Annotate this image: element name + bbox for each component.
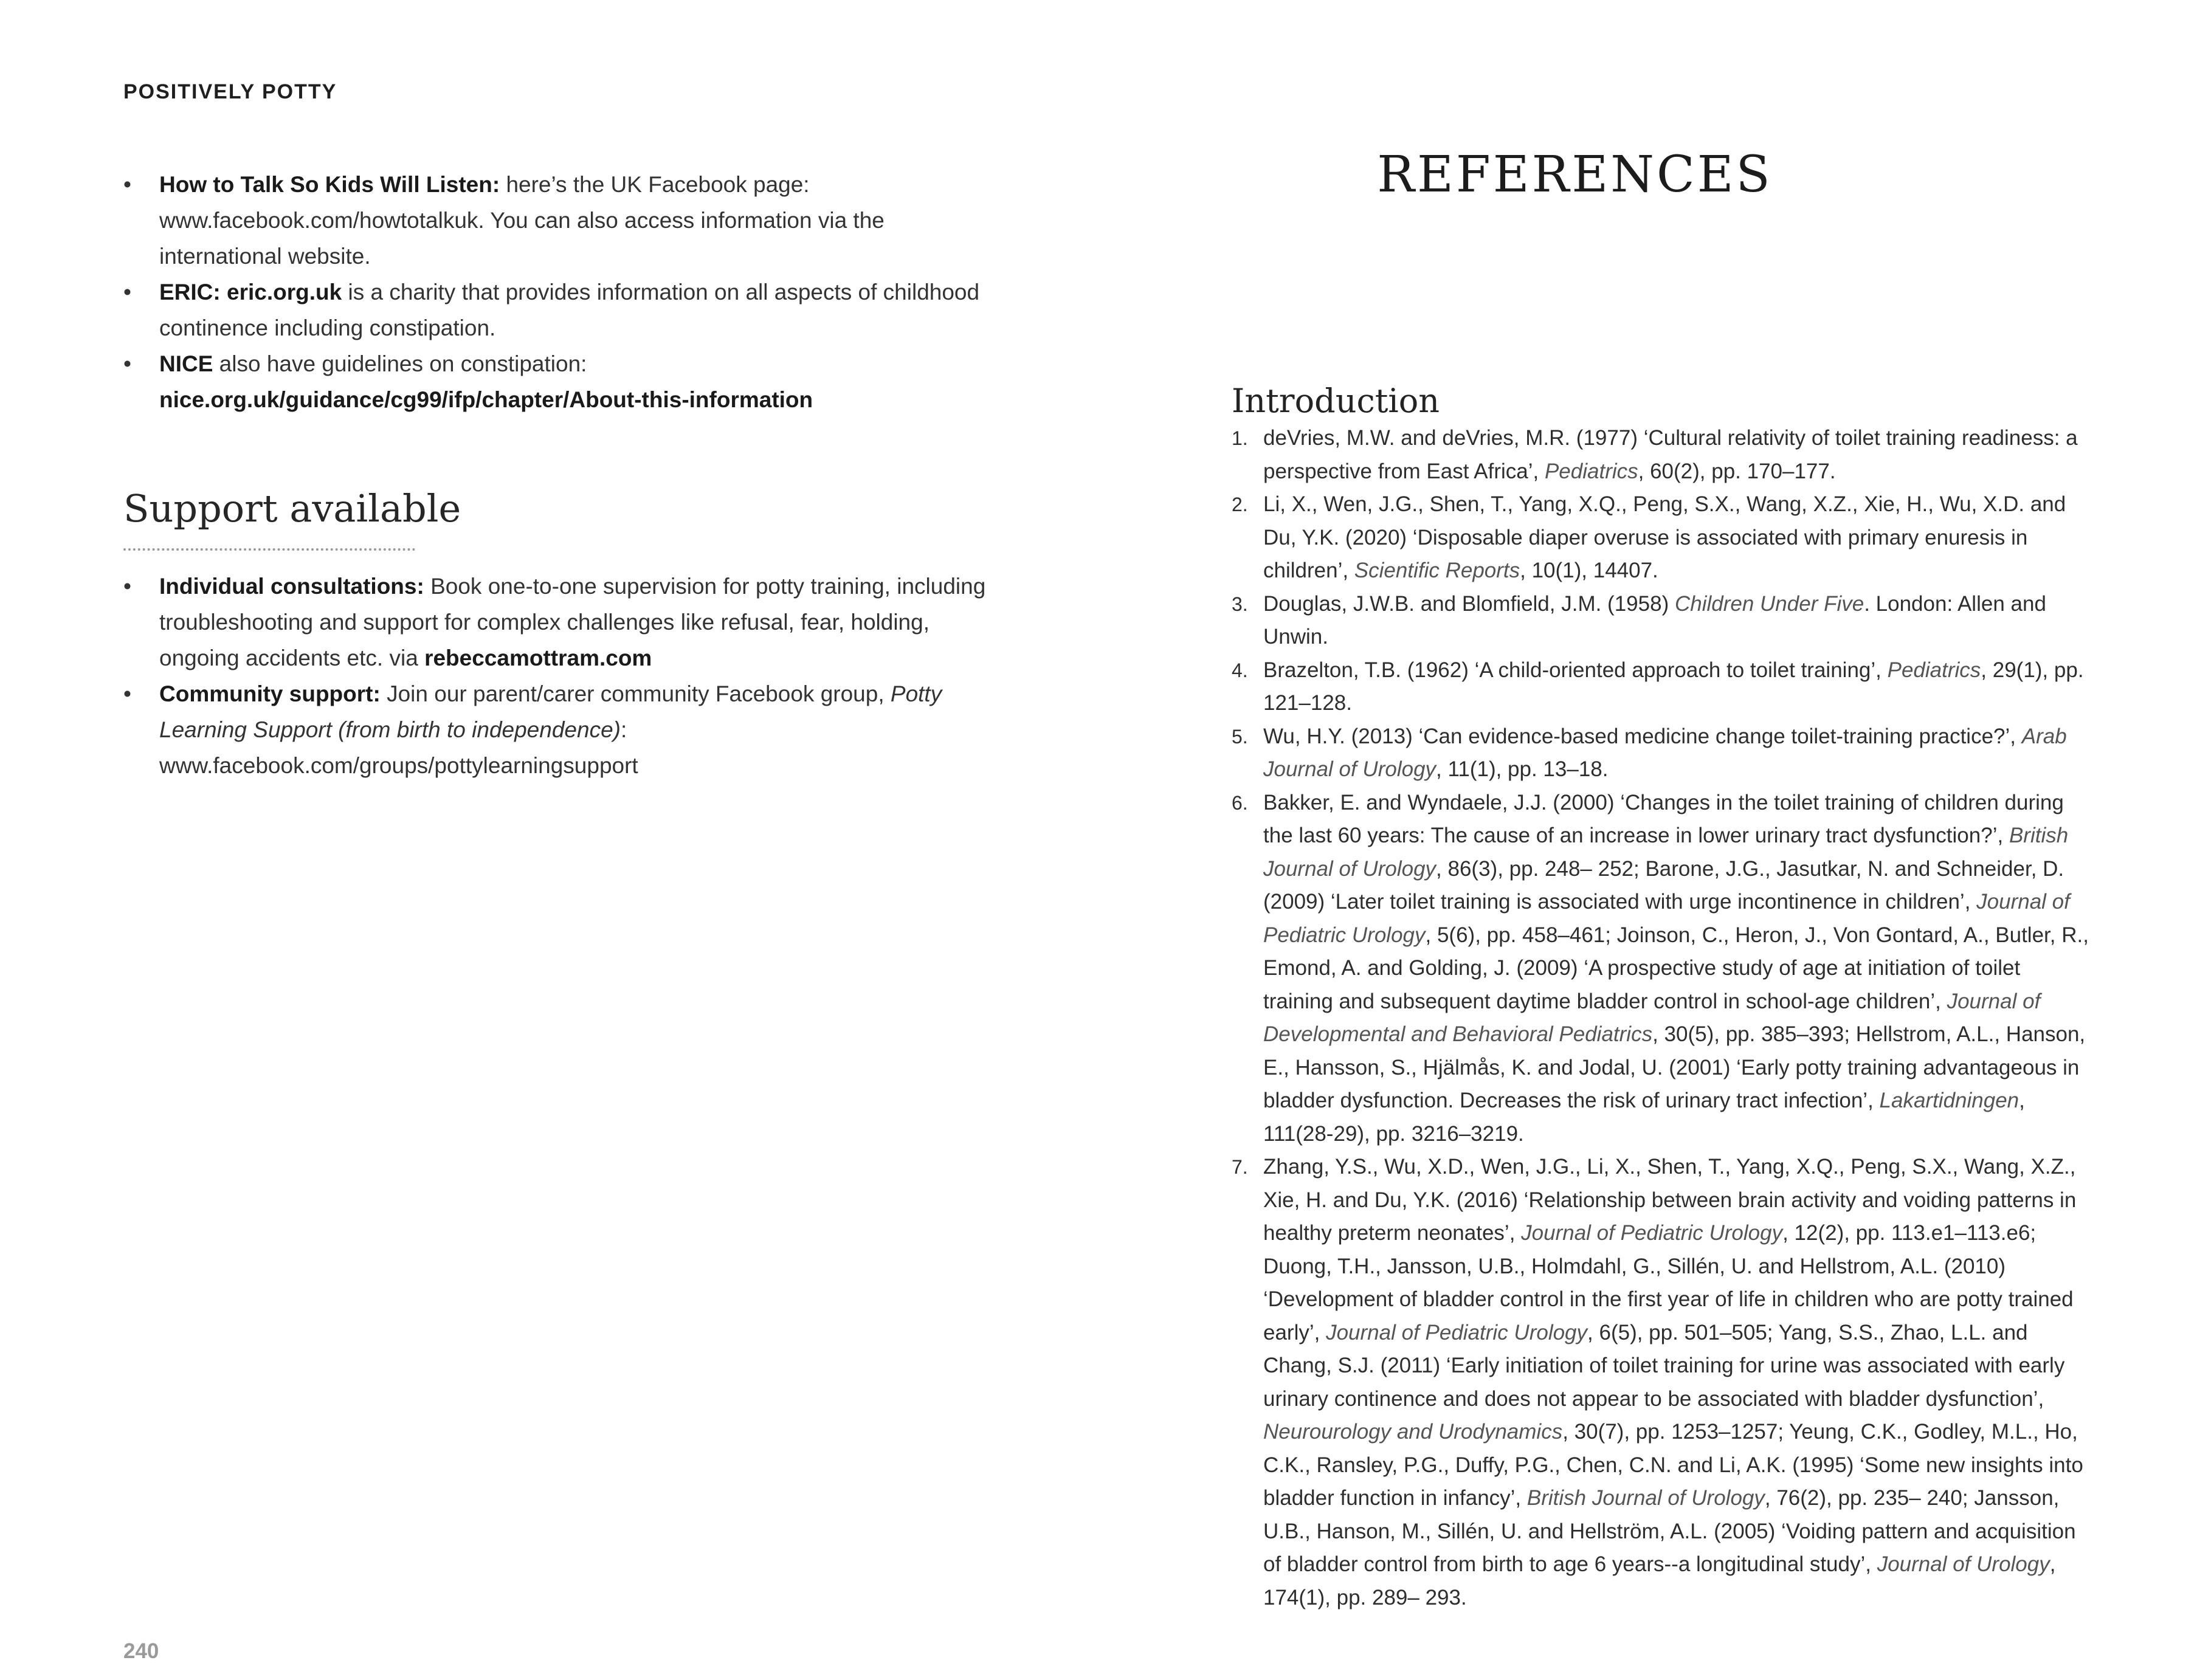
reference-text: , 60(2), pp. 170–177.: [1638, 459, 1836, 483]
resource-text: here’s the UK Facebook page: www.facebook.com/howtotalkuk. You can also access information via the international website.: [159, 172, 885, 269]
bullet-icon: •: [123, 351, 131, 376]
reference-text: , 10(1), 14407.: [1520, 559, 1658, 582]
reference-text: , 174(1), pp. 289– 293.: [1263, 1552, 2056, 1609]
reference-source: Arab Journal of Urology: [1263, 724, 2067, 781]
reference-number: 2.: [1232, 494, 1248, 515]
list-item: [123, 167, 987, 274]
dotted-divider: [123, 548, 415, 551]
list-item: [123, 568, 987, 676]
reference-text: Zhang, Y.S., Wu, X.D., Wen, J.G., Li, X., Shen, T., Yang, X.Q., Peng, S.X., Wang, X.Z., Xie, H. and Du, Y.K. (2016) ‘Relationship between brain activity and voiding patterns in healthy preterm neonates’,: [1263, 1155, 2077, 1245]
support-heading: Support available: [123, 486, 461, 531]
reference-text: deVries, M.W. and deVries, M.R. (1977) ‘Cultural relativity of toilet training readiness: a perspective from East Africa’,: [1263, 426, 2078, 483]
reference-source: Journal of Pediatric Urology: [1263, 890, 2070, 947]
reference-item: [1232, 787, 2095, 1151]
reference-text: , 30(7), pp. 1253–1257; Yeung, C.K., Godley, M.L., Ho, C.K., Ransley, P.G., Duffy, P.G., Chen, C.N. and Li, A.K. (1995) ‘Some new insights into bladder function in infancy’,: [1263, 1420, 2083, 1510]
reference-text: , 12(2), pp. 113.e1–113.e6; Duong, T.H., Jansson, U.B., Holmdahl, G., Sillén, U. and Hellstrom, A.L. (2010) ‘Development of bladder control in the first year of life in children who are potty trained early’,: [1263, 1221, 2074, 1344]
reference-number: 7.: [1232, 1156, 1248, 1178]
reference-text: , 29(1), pp. 121–128.: [1263, 658, 2084, 715]
resource-name: NICE: [159, 351, 213, 376]
reference-text: , 11(1), pp. 13–18.: [1436, 757, 1609, 781]
reference-item: [1232, 720, 2095, 787]
support-name: Community support:: [159, 681, 381, 706]
support-text: Book one-to-one supervision for potty training, including troubleshooting and support for complex challenges like refusal, fear, holding, ongoing accidents etc. via: [159, 574, 986, 670]
reference-number: 5.: [1232, 725, 1248, 748]
reference-text: Bakker, E. and Wyndaele, J.J. (2000) ‘Changes in the toilet training of children during the last 60 years: The cause of an increase in lower urinary tract dysfunction?’,: [1263, 790, 2064, 847]
reference-item: [1232, 588, 2095, 654]
resource-link: nice.org.uk/guidance/cg99/ifp/chapter/About-this-information: [159, 387, 813, 412]
right-page: [1098, 0, 2197, 1680]
resource-text: also have guidelines on constipation:: [213, 351, 587, 376]
reference-source: Pediatrics: [1544, 459, 1638, 483]
reference-source: Neurourology and Urodynamics: [1263, 1420, 1563, 1444]
reference-text: , 6(5), pp. 501–505; Yang, S.S., Zhao, L.L. and Chang, S.J. (2011) ‘Early initiation of toilet training for urine was associated with early urinary continence and does not appear to be associated with bladder dysfunction’,: [1263, 1320, 2065, 1411]
reference-source: Journal of Pediatric Urology: [1521, 1221, 1783, 1245]
reference-number: 6.: [1232, 791, 1248, 814]
chapter-title: [1098, 146, 2197, 204]
reference-item: [1232, 1151, 2095, 1614]
resources-list: [123, 167, 987, 418]
reference-item: [1232, 422, 2095, 488]
reference-item: [1232, 488, 2095, 588]
bullet-icon: •: [123, 280, 131, 305]
reference-text: , 76(2), pp. 235– 240; Jansson, U.B., Hanson, M., Sillén, U. and Hellström, A.L. (2005) ‘Voiding pattern and acquisition of bladder control from birth to age 6 years--a longitudinal study’,: [1263, 1486, 2076, 1576]
reference-source: Children Under Five: [1674, 591, 1864, 616]
reference-text: Brazelton, T.B. (1962) ‘A child-oriented approach to toilet training’,: [1263, 658, 1888, 682]
support-url: : www.facebook.com/groups/pottylearningsupport: [159, 717, 638, 778]
reference-text: , 111(28-29), pp. 3216–3219.: [1263, 1089, 2025, 1146]
page-number: 240: [123, 1639, 159, 1663]
reference-source: Pediatrics: [1887, 658, 1981, 682]
section-title: Introduction: [1232, 382, 1440, 420]
reference-text: . London: Allen and Unwin.: [1263, 591, 2046, 649]
reference-source: Scientific Reports: [1354, 559, 1520, 582]
reference-source: Lakartidningen: [1879, 1089, 2019, 1112]
support-text: Join our parent/carer community Facebook group,: [380, 681, 891, 706]
resource-name: How to Talk So Kids Will Listen:: [159, 172, 500, 197]
chapter-title-text: REFERENCES: [1377, 146, 1773, 204]
reference-number: 3.: [1232, 593, 1248, 615]
reference-text: , 5(6), pp. 458–461; Joinson, C., Heron, J., Von Gontard, A., Butler, R., Emond, A. and Golding, J. (2009) ‘A prospective study of age at initiation of toilet training and subsequent daytime bladder control in school-age children’,: [1263, 923, 2089, 1013]
bullet-icon: •: [123, 681, 131, 706]
reference-number: 4.: [1232, 659, 1248, 681]
group-name: Potty Learning Support (from birth to independence): [159, 681, 942, 742]
reference-text: Douglas, J.W.B. and Blomfield, J.M. (1958): [1263, 591, 1675, 616]
list-item: [123, 274, 987, 346]
resource-text: is a charity that provides information on all aspects of childhood continence including constipation.: [159, 280, 980, 340]
support-name: Individual consultations:: [159, 574, 424, 599]
reference-number: 1.: [1232, 427, 1248, 449]
list-item: [123, 346, 987, 418]
reference-source: Journal of Pediatric Urology: [1326, 1320, 1588, 1344]
reference-list: [1232, 422, 2095, 1614]
running-head: POSITIVELY POTTY: [123, 80, 337, 103]
reference-source: Journal of Urology: [1877, 1552, 2050, 1576]
reference-source: British Journal of Urology: [1263, 824, 2069, 881]
bullet-icon: •: [123, 574, 131, 599]
reference-source: Journal of Developmental and Behavioral Pediatrics: [1263, 989, 2041, 1046]
reference-text: , 30(5), pp. 385–393; Hellstrom, A.L., Hanson, E., Hansson, S., Hjälmås, K. and Jodal, U. (2001) ‘Early potty training advantageous in bladder dysfunction. Decreases the risk of urinary tract infection’,: [1263, 1022, 2086, 1112]
resource-name: ERIC: eric.org.uk: [159, 280, 342, 305]
left-page: [0, 0, 1098, 1680]
list-item: [123, 676, 987, 783]
support-list: [123, 568, 987, 783]
bullet-icon: •: [123, 172, 131, 197]
reference-text: , 86(3), pp. 248– 252; Barone, J.G., Jasutkar, N. and Schneider, D. (2009) ‘Later toilet training is associated with urge incontinence in children’,: [1263, 856, 2064, 914]
reference-text: Wu, H.Y. (2013) ‘Can evidence-based medicine change toilet-training practice?’,: [1263, 724, 2022, 748]
reference-item: [1232, 654, 2095, 720]
reference-text: Li, X., Wen, J.G., Shen, T., Yang, X.Q., Peng, S.X., Wang, X.Z., Xie, H., Wu, X.D. and Du, Y.K. (2020) ‘Disposable diaper overuse is associated with primary enuresis in children’,: [1263, 492, 2066, 582]
support-link: rebeccamottram.com: [424, 645, 652, 670]
reference-source: British Journal of Urology: [1526, 1486, 1765, 1510]
